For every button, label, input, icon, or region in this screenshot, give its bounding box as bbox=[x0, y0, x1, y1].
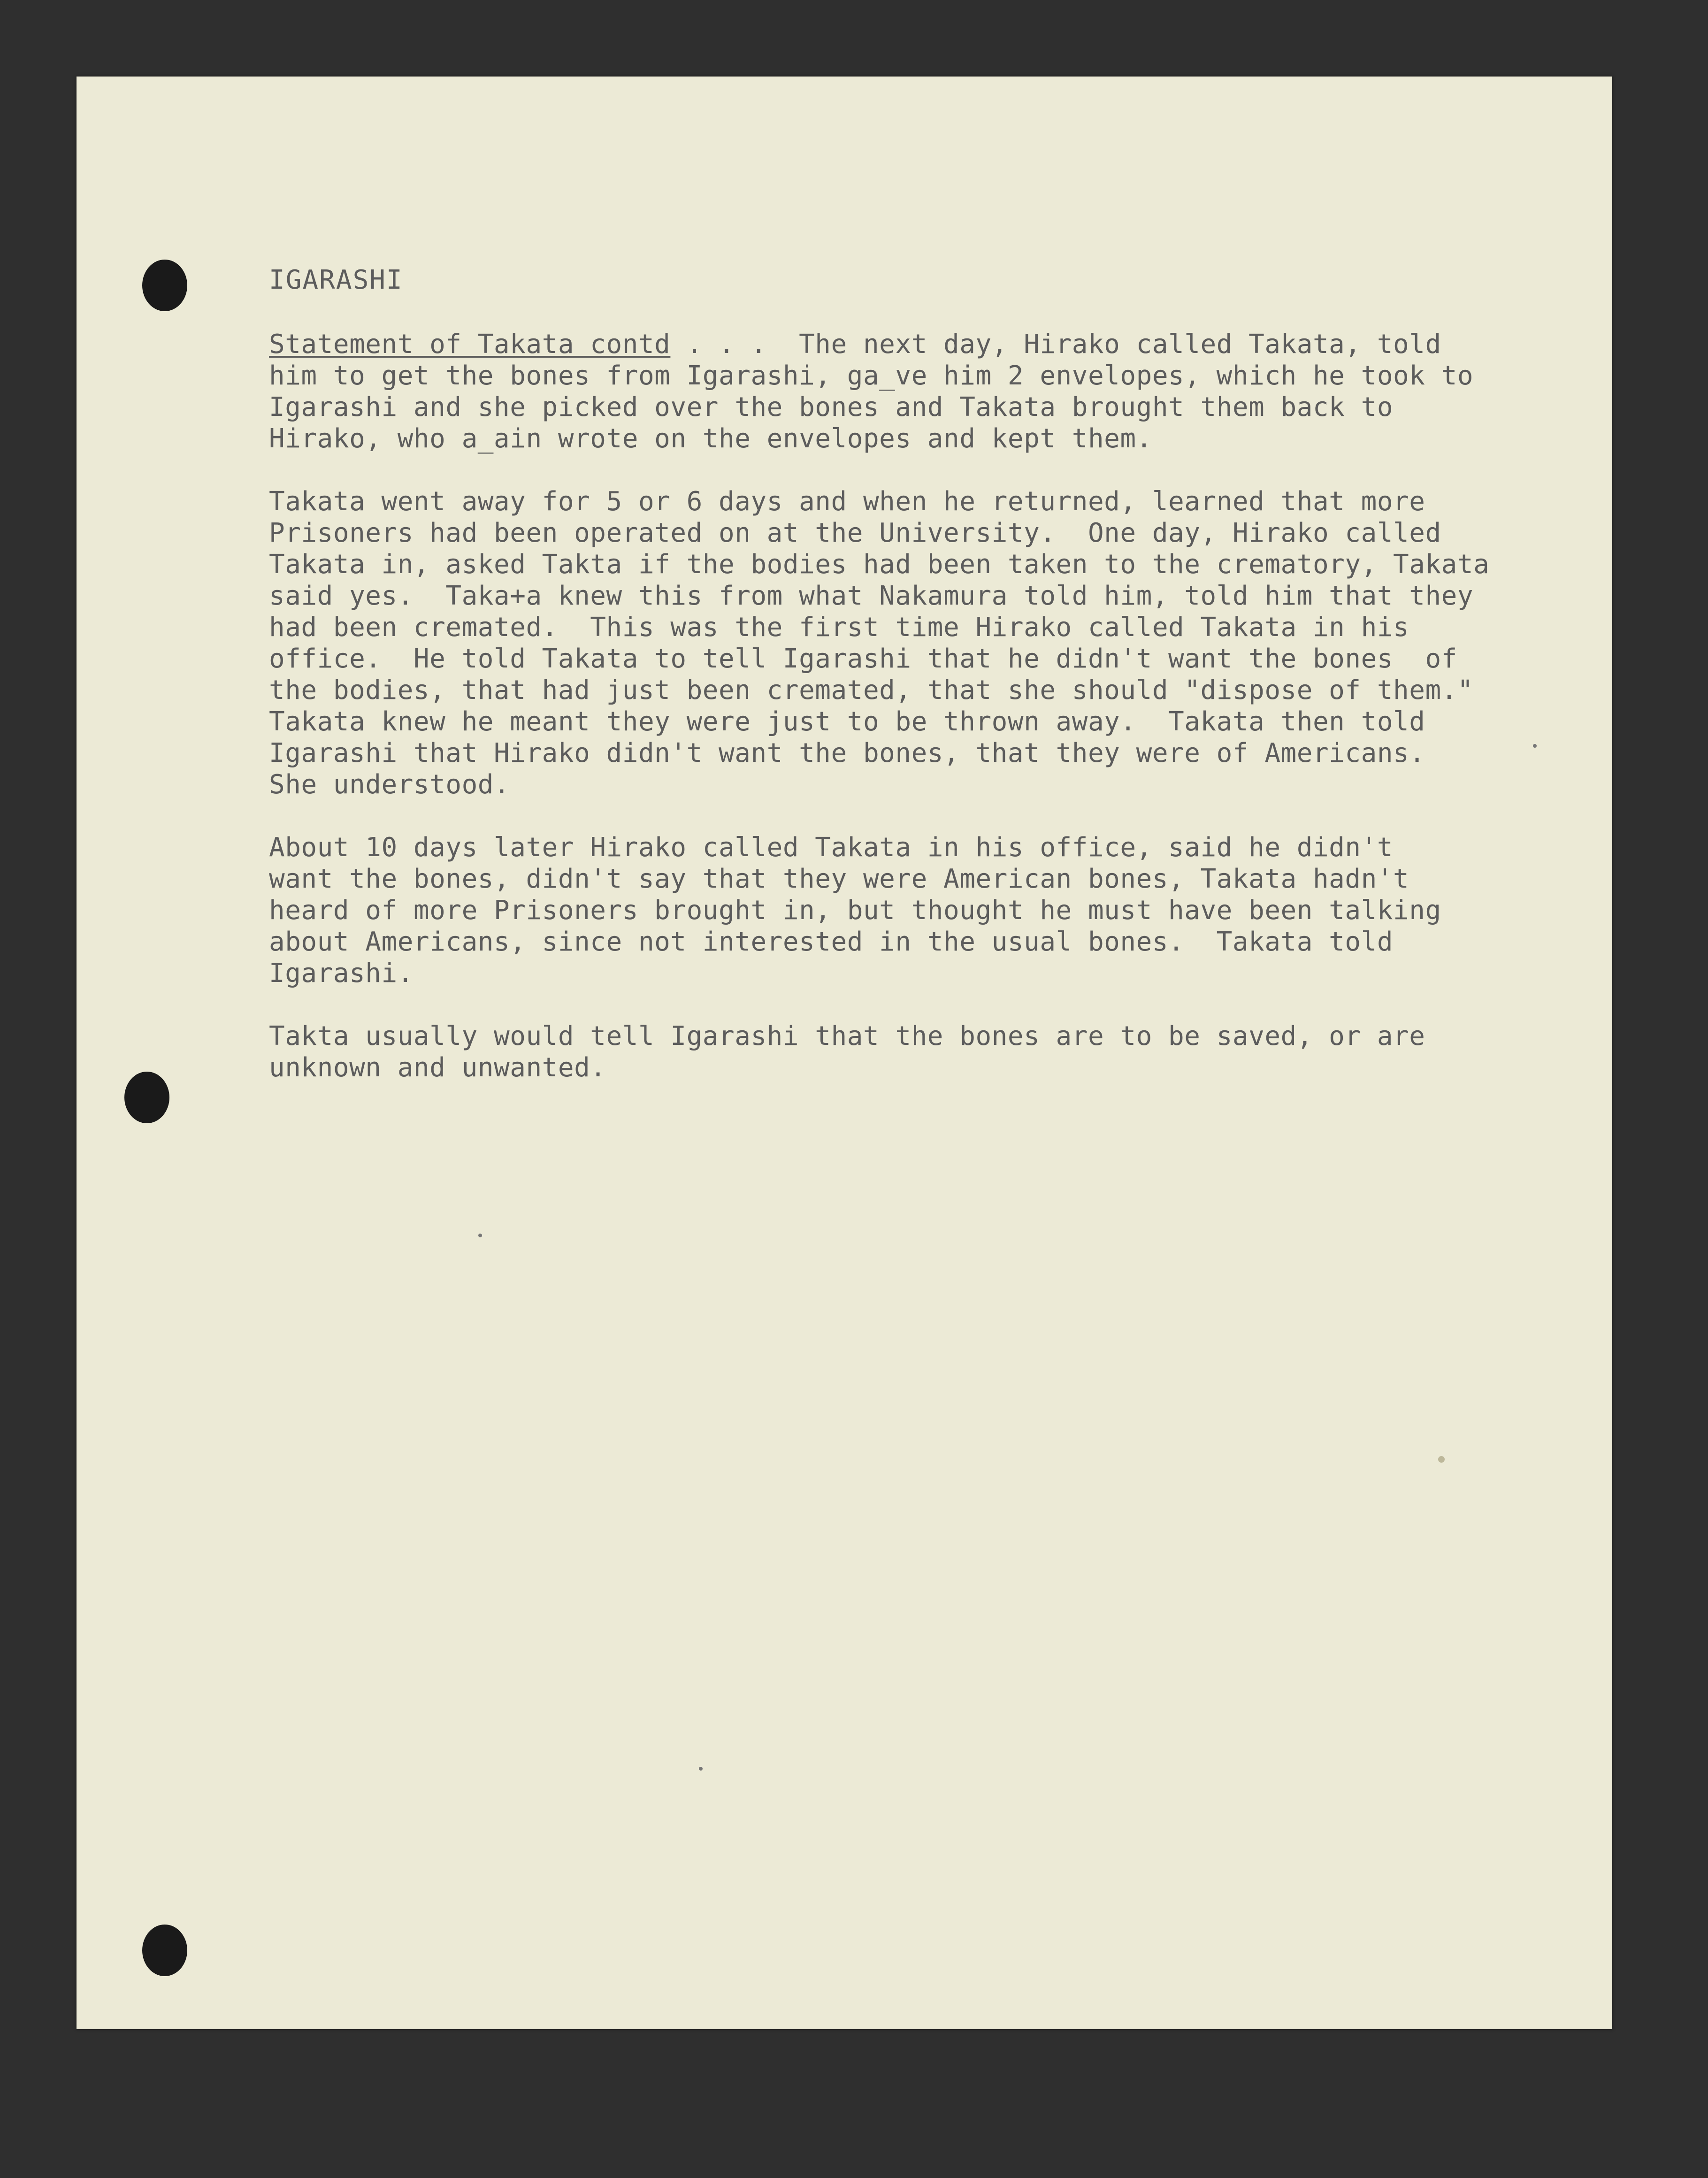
paragraph-line: want the bones, didn't say that they were American bones, Takata hadn't bbox=[269, 864, 1409, 894]
paragraph-line: had been cremated. This was the first time Hirako called Takata in his bbox=[269, 612, 1409, 643]
paragraph-line: Igarashi. bbox=[269, 958, 414, 989]
paragraph-3 bbox=[269, 832, 1536, 989]
paragraph-line: . . . The next day, Hirako called Takata, told bbox=[670, 329, 1441, 360]
document-page bbox=[77, 77, 1612, 2029]
punch-hole-middle bbox=[124, 1072, 169, 1123]
paragraph-line: heard of more Prisoners brought in, but thought he must have been talking bbox=[269, 895, 1441, 926]
paragraph-line: Takta usually would tell Igarashi that the bones are to be saved, or are bbox=[269, 1021, 1425, 1051]
paragraph-line: said yes. Taka+a knew this from what Nakamura told him, told him that they bbox=[269, 581, 1474, 611]
paragraph-line: Takata in, asked Takta if the bodies had been taken to the crematory, Takata bbox=[269, 549, 1490, 580]
paper-speck bbox=[699, 1767, 703, 1771]
paragraph-line: the bodies, that had just been cremated, that she should "dispose of them." bbox=[269, 675, 1474, 706]
paragraph-line: Prisoners had been operated on at the University. One day, Hirako called bbox=[269, 518, 1441, 548]
paragraph-2 bbox=[269, 486, 1536, 800]
paragraph-line: About 10 days later Hirako called Takata in his office, said he didn't bbox=[269, 832, 1394, 863]
paragraph-line: him to get the bones from Igarashi, ga_ve him 2 envelopes, which he took to bbox=[269, 360, 1474, 391]
paper-speck bbox=[478, 1234, 482, 1237]
paragraph-line: She understood. bbox=[269, 769, 510, 800]
document-heading: IGARASHI bbox=[269, 265, 403, 295]
paragraph-line: Igarashi that Hirako didn't want the bones, that they were of Americans. bbox=[269, 738, 1425, 768]
statement-title: Statement of Takata contd bbox=[269, 329, 671, 360]
paragraph-4 bbox=[269, 1020, 1536, 1083]
punch-hole-bottom bbox=[142, 1925, 187, 1976]
paragraph-line: about Americans, since not interested in the usual bones. Takata told bbox=[269, 927, 1394, 957]
typed-text bbox=[269, 264, 1536, 1115]
paragraph-line: Igarashi and she picked over the bones and Takata brought them back to bbox=[269, 392, 1394, 422]
paragraph-line: unknown and unwanted. bbox=[269, 1052, 606, 1083]
paragraph-1 bbox=[269, 329, 1536, 454]
paper-speck bbox=[1438, 1456, 1445, 1463]
punch-hole-top bbox=[142, 260, 187, 311]
paragraph-line: Takata knew he meant they were just to be thrown away. Takata then told bbox=[269, 706, 1425, 737]
paragraph-line: office. He told Takata to tell Igarashi that he didn't want the bones of bbox=[269, 644, 1457, 674]
paragraph-line: Hirako, who a_ain wrote on the envelopes and kept them. bbox=[269, 423, 1152, 454]
paragraph-line: Takata went away for 5 or 6 days and when he returned, learned that more bbox=[269, 486, 1425, 517]
